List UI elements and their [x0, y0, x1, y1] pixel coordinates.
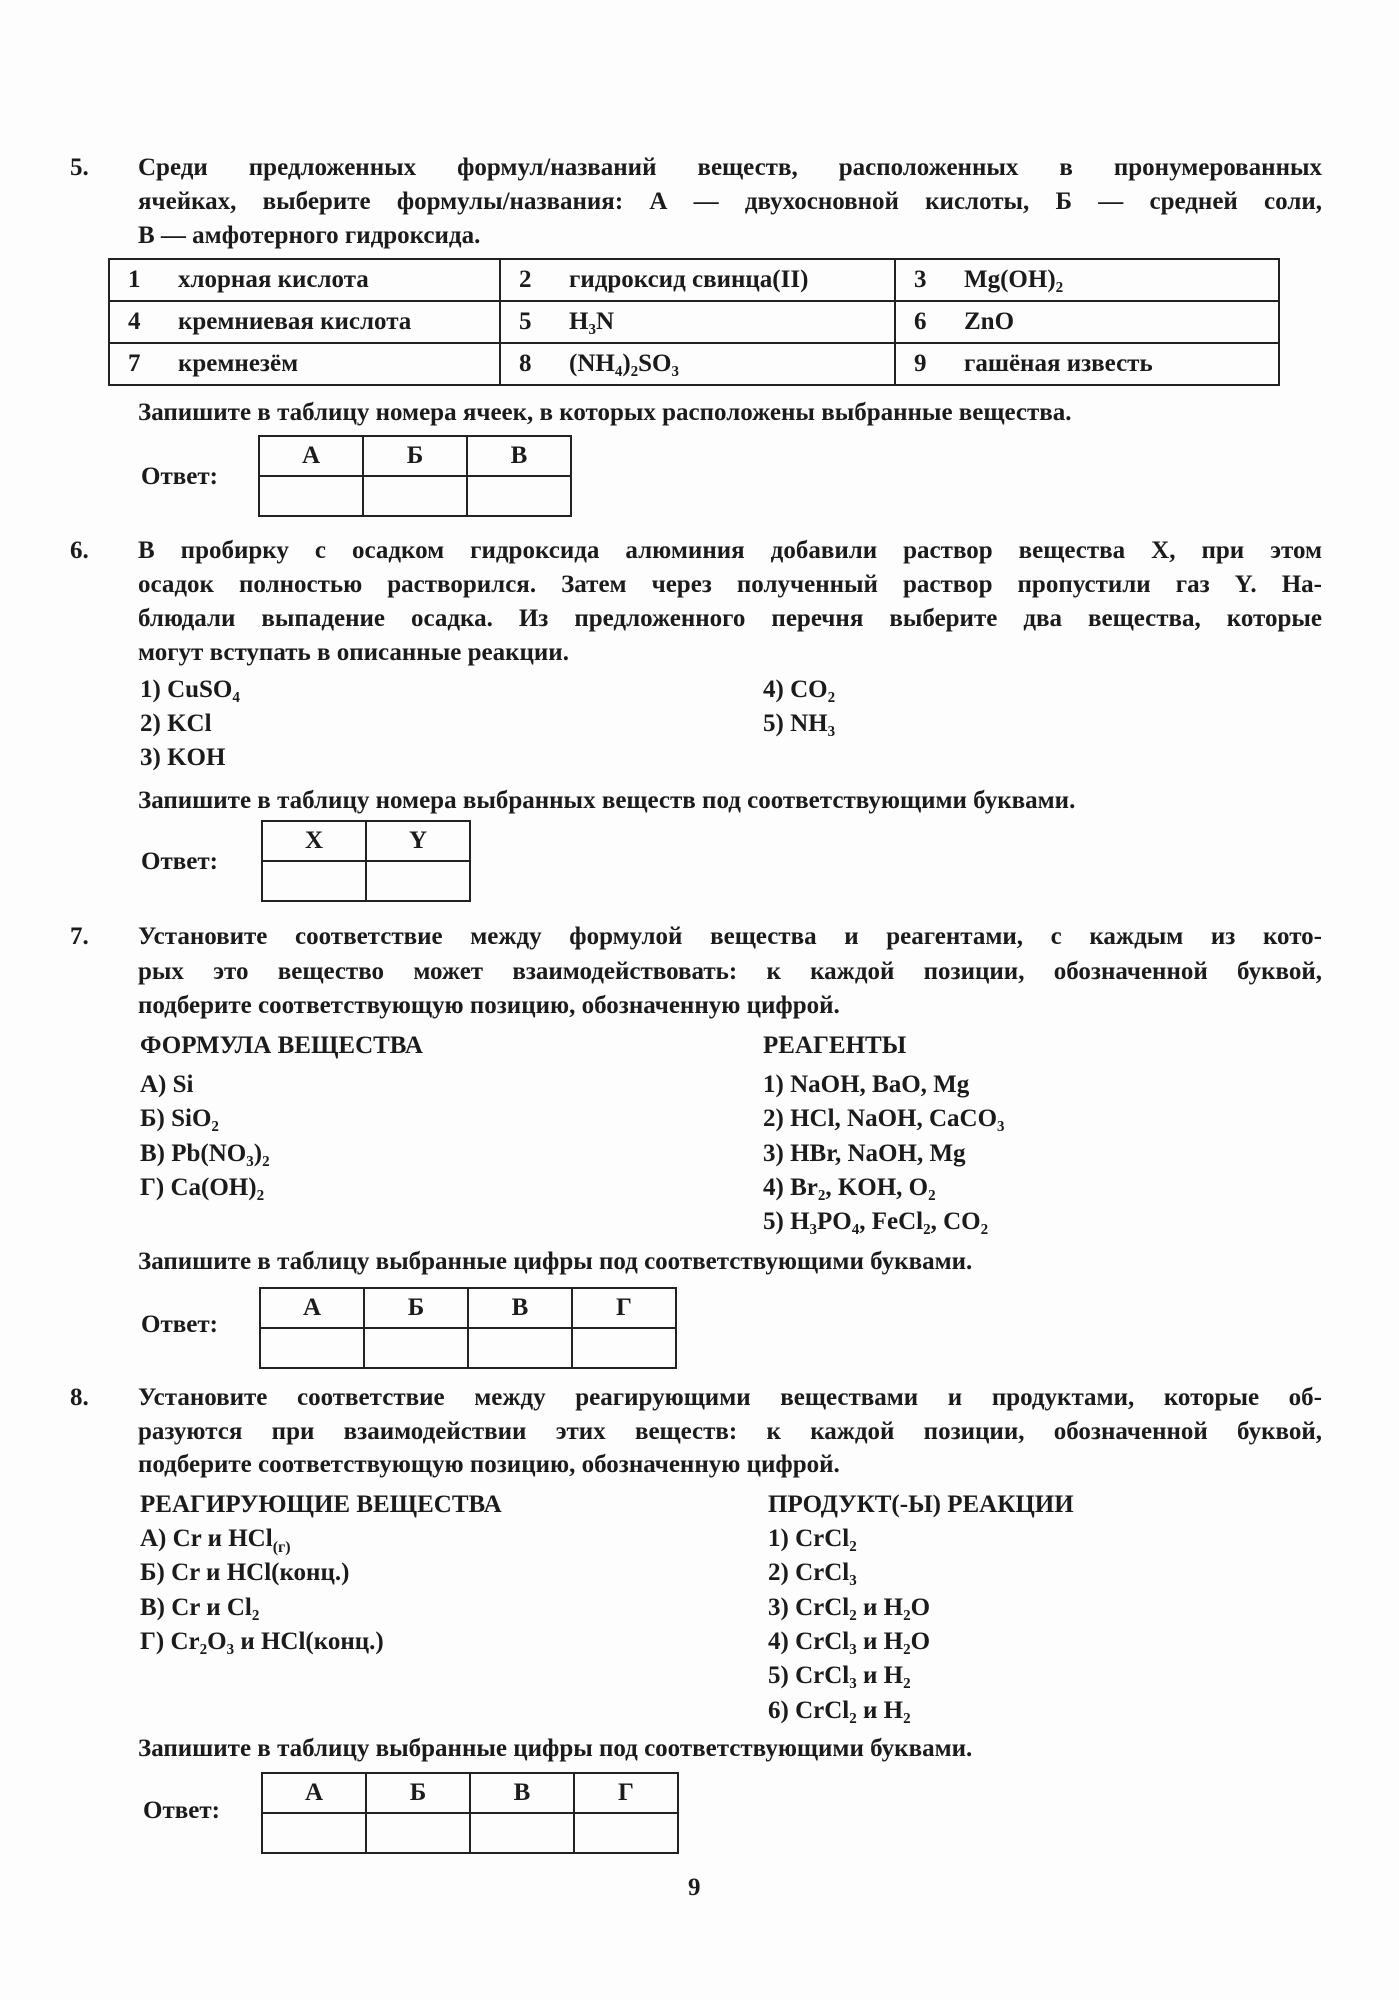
- answer-header: Г: [572, 1288, 676, 1328]
- answer-header: А: [259, 436, 363, 476]
- q6-instruction: Запишите в таблицу номера выбранных веществ под соответствующими буквами.: [138, 787, 1076, 814]
- q8-left-item: Г) Cr₂O₃ и HCl(конц.): [140, 1628, 384, 1655]
- cell-text: H₃N: [569, 308, 614, 335]
- cell-number: 7: [128, 350, 141, 377]
- answer-cell[interactable]: [262, 861, 366, 901]
- answer-cell[interactable]: [467, 476, 571, 516]
- q8-right-item: 1) CrCl₂: [768, 1525, 857, 1552]
- answer-cell[interactable]: [363, 476, 467, 516]
- cell-text: кремнезём: [178, 350, 299, 377]
- cell-number: 8: [519, 350, 532, 377]
- answer-header: X: [262, 821, 366, 861]
- q6-text-line: осадок полностью растворился. Затем через полученный раствор пропустили газ Y. На-: [138, 571, 1322, 598]
- q6-option: 5) NH₃: [763, 710, 836, 737]
- cell-text: хлорная кислота: [178, 266, 369, 293]
- cell-number: 9: [914, 350, 927, 377]
- q7-text-line: подберите соответствующую позицию, обозначенную цифрой.: [138, 992, 840, 1019]
- q8-number: 8.: [70, 1384, 89, 1411]
- q7-right-header: РЕАГЕНТЫ: [763, 1032, 907, 1059]
- q7-answer-table: [259, 1287, 677, 1369]
- q8-left-item-text: А) Cr и HCl: [140, 1525, 273, 1552]
- answer-header: Б: [366, 1773, 470, 1813]
- cell-number: 1: [128, 266, 141, 293]
- q8-left-item-subscript: (г): [272, 1539, 291, 1556]
- answer-cell[interactable]: [262, 1813, 366, 1853]
- q8-text-line: подберите соответствующую позицию, обозначенную цифрой.: [138, 1451, 840, 1478]
- q6-text-line: могут вступать в описанные реакции.: [138, 639, 569, 666]
- answer-cell[interactable]: [260, 1328, 364, 1368]
- q5-instruction: Запишите в таблицу номера ячеек, в которых расположены выбранные вещества.: [138, 399, 1072, 426]
- q8-left-item: В) Cr и Cl₂: [140, 1594, 260, 1621]
- q7-left-item: Б) SiO₂: [140, 1105, 219, 1132]
- answer-header: В: [467, 436, 571, 476]
- q7-right-item: 3) HBr, NaOH, Mg: [763, 1140, 966, 1167]
- answer-cell[interactable]: [574, 1813, 678, 1853]
- q8-answer-label: Ответ:: [143, 1797, 220, 1824]
- q6-option: 4) CO₂: [763, 676, 836, 703]
- cell-number: 6: [914, 308, 927, 335]
- q8-left-header: РЕАГИРУЮЩИЕ ВЕЩЕСТВА: [140, 1491, 502, 1518]
- q8-left-item: [140, 1522, 291, 1556]
- answer-header: А: [262, 1773, 366, 1813]
- cell-text: гашёная известь: [964, 350, 1153, 377]
- answer-cell[interactable]: [572, 1328, 676, 1368]
- answer-cell[interactable]: [366, 861, 470, 901]
- cell-number: 4: [128, 308, 141, 335]
- cell-text: ZnO: [964, 308, 1015, 335]
- answer-header: Б: [363, 436, 467, 476]
- q8-right-item: 2) CrCl₃: [768, 1559, 857, 1586]
- cell-number: 2: [519, 266, 532, 293]
- answer-cell[interactable]: [366, 1813, 470, 1853]
- answer-header: Y: [366, 821, 470, 861]
- q8-right-item: 6) CrCl₂ и H₂: [768, 1697, 911, 1724]
- q7-number: 7.: [70, 923, 89, 950]
- q7-right-item: 2) HCl, NaOH, CaCO₃: [763, 1105, 1005, 1132]
- q6-answer-label: Ответ:: [141, 848, 218, 875]
- q7-text-line: Установите соответствие между формулой вещества и реагентами, с каждым из кото-: [138, 923, 1322, 950]
- answer-header: Б: [364, 1288, 468, 1328]
- q8-right-item: 5) CrCl₃ и H₂: [768, 1662, 911, 1689]
- q6-text-line: блюдали выпадение осадка. Из предложенного перечня выберите два вещества, которые: [138, 605, 1322, 632]
- answer-header: Г: [574, 1773, 678, 1813]
- q8-answer-table: [261, 1772, 679, 1854]
- q8-right-header: ПРОДУКТ(-Ы) РЕАКЦИИ: [768, 1491, 1074, 1518]
- q8-left-item: Б) Cr и HCl(конц.): [140, 1559, 350, 1586]
- cell-number: 3: [914, 266, 927, 293]
- cell-number: 5: [519, 308, 532, 335]
- q5-number: 5.: [70, 154, 89, 181]
- answer-cell[interactable]: [364, 1328, 468, 1368]
- q5-text-line: В — амфотерного гидроксида.: [138, 222, 481, 249]
- q7-instruction: Запишите в таблицу выбранные цифры под соответствующими буквами.: [138, 1248, 973, 1275]
- cell-text: Mg(OH)₂: [964, 266, 1064, 293]
- q7-left-item: Г) Ca(OH)₂: [140, 1174, 265, 1201]
- q7-left-item: А) Si: [140, 1071, 194, 1098]
- q5-text-line: ячейках, выберите формулы/названия: А — двухосновной кислоты, Б — средней соли,: [138, 188, 1322, 215]
- q7-right-item: 1) NaOH, BaO, Mg: [763, 1071, 970, 1098]
- q5-answer-label: Ответ:: [141, 463, 218, 490]
- q7-left-item: В) Pb(NO₃)₂: [140, 1140, 270, 1167]
- q8-text-line: Установите соответствие между реагирующими веществами и продуктами, которые об-: [138, 1384, 1322, 1411]
- answer-header: В: [468, 1288, 572, 1328]
- q5-answer-table: [258, 435, 572, 517]
- page-number: 9: [688, 1874, 701, 1901]
- q8-right-item: 3) CrCl₂ и H₂O: [768, 1594, 931, 1621]
- q5-text-line: Среди предложенных формул/названий веществ, расположенных в пронумерованных: [138, 154, 1322, 181]
- q8-instruction: Запишите в таблицу выбранные цифры под соответствующими буквами.: [138, 1735, 973, 1762]
- q7-answer-label: Ответ:: [141, 1311, 218, 1338]
- q7-text-line: рых это вещество может взаимодействовать: к каждой позиции, обозначенной буквой,: [138, 958, 1322, 985]
- q6-option: 3) KOH: [140, 744, 226, 771]
- q6-answer-table: [261, 820, 471, 902]
- cell-text: (NH₄)₂SO₃: [569, 350, 679, 377]
- answer-header: А: [260, 1288, 364, 1328]
- q5-substances-table: [108, 258, 1280, 386]
- q7-left-header: ФОРМУЛА ВЕЩЕСТВА: [140, 1032, 423, 1059]
- q6-option: 2) KCl: [140, 710, 212, 737]
- q8-right-item: 4) CrCl₃ и H₂O: [768, 1628, 931, 1655]
- answer-header: В: [470, 1773, 574, 1813]
- q7-right-item: 4) Br₂, KOH, O₂: [763, 1174, 936, 1201]
- cell-text: кремниевая кислота: [178, 308, 412, 335]
- q8-text-line: разуются при взаимодействии этих веществ: к каждой позиции, обозначенной буквой,: [138, 1418, 1322, 1445]
- q6-number: 6.: [70, 537, 89, 564]
- answer-cell[interactable]: [470, 1813, 574, 1853]
- q6-option: 1) CuSO₄: [140, 676, 240, 703]
- answer-cell[interactable]: [468, 1328, 572, 1368]
- cell-text: гидроксид свинца(II): [569, 266, 809, 293]
- q7-right-item: 5) H₃PO₄, FeCl₂, CO₂: [763, 1208, 989, 1235]
- answer-cell[interactable]: [259, 476, 363, 516]
- q6-text-line: В пробирку с осадком гидроксида алюминия добавили раствор вещества X, при этом: [138, 537, 1322, 564]
